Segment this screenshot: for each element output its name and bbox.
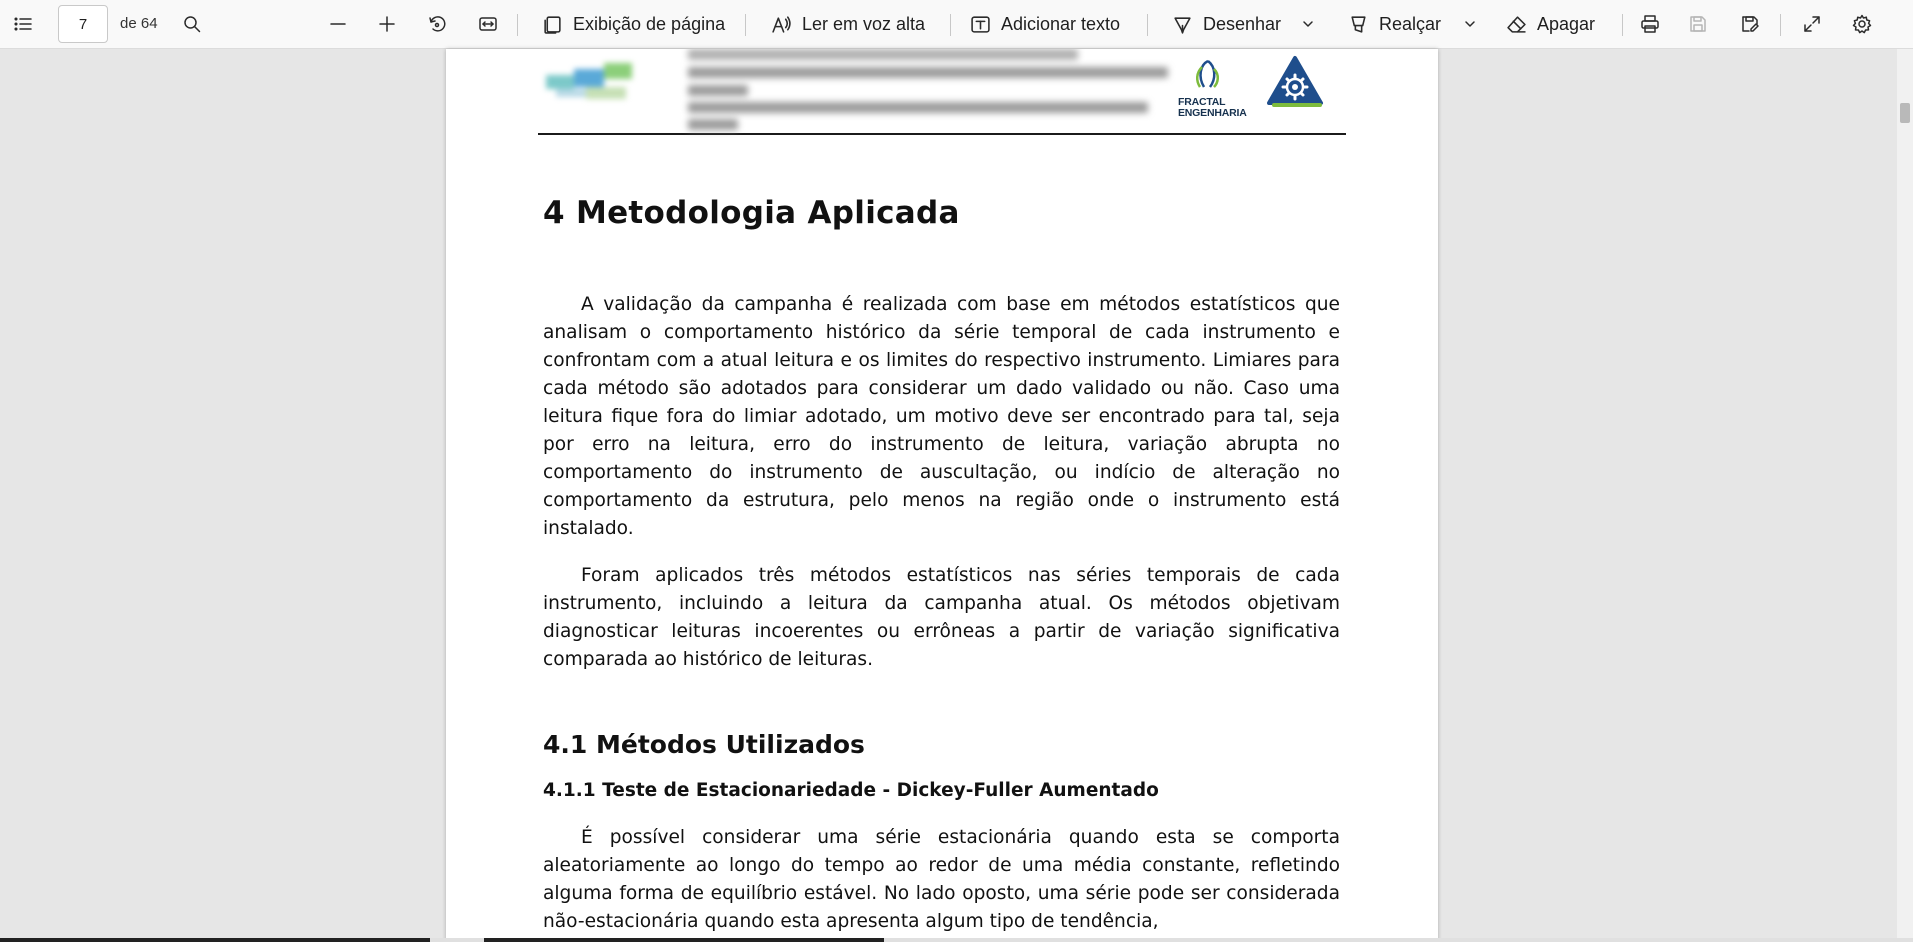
section-heading: 4 Metodologia Aplicada [543,195,960,231]
save-icon [1688,14,1708,34]
paragraph: A validação da campanha é realizada com base em métodos estatísticos que analisam o comportamento histórico da série temporal de cada instrumento e confrontam com a atual leitura e os limites do respectivo instrumento. Limiares para cada método são adotados para considerar um dado validado ou não. Caso uma leitura fique fora do limiar adotado, um motivo deve ser encontrado para tal, seja por erro na leitura, erro do instrumento de leitura, variação abrupta no comportamento do instrumento de auscultação, ou indício de alteração no comportamento da estrutura, pelo menos na região onde o instrumento está instalado. [543,294,1340,539]
toolbar-separator [950,14,951,36]
chevron-down-icon [1463,17,1477,31]
minus-icon [328,14,348,34]
logo-text-line2: ENGENHARIA [1178,107,1247,119]
highlighter-icon [1348,14,1369,35]
contents-button[interactable] [5,6,41,42]
add-text-button[interactable] [962,6,1128,42]
rotate-icon [427,14,447,34]
erase-label: Apagar [1537,13,1596,34]
logo-text-line1: FRACTAL [1178,96,1226,108]
fit-width-icon [478,14,498,34]
pdf-page [446,49,1438,942]
search-button[interactable] [174,6,210,42]
highlight-button[interactable] [1340,6,1449,42]
document-header [538,49,1346,135]
page-view-label: Exibição de página [573,13,726,34]
page-total-label: de 64 [120,15,158,32]
draw-button[interactable] [1164,6,1289,42]
pdf-toolbar [0,0,1913,49]
fit-width-button[interactable] [470,6,506,42]
plus-icon [377,14,397,34]
rotate-button[interactable] [419,6,455,42]
highlight-dropdown-button[interactable] [1456,6,1484,42]
draw-label: Desenhar [1203,13,1282,34]
client-logo-blurred [546,57,638,105]
gear-icon [1852,14,1872,34]
fractal-engenharia-logo [1178,57,1258,129]
fullscreen-button[interactable] [1794,6,1830,42]
fractal-logo-text [1178,97,1247,119]
add-text-label: Adicionar texto [1001,13,1121,34]
subsection-heading: 4.1 Métodos Utilizados [543,730,865,759]
paragraph: É possível considerar uma série estacionária quando esta se comporta aleatoriamente ao longo do tempo ao redor de uma média constante, refletindo alguma forma de equilíbrio estável. No lado oposto, uma série pode ser considerada não-estacionária quando esta apresenta algum tipo de tendência, [543,827,1340,932]
read-aloud-icon [771,14,792,35]
subsubsection-heading: 4.1.1 Teste de Estacionariedade - Dickey-Fuller Aumentado [543,780,1159,801]
pen-icon [1172,14,1193,35]
draw-dropdown-button[interactable] [1294,6,1322,42]
toolbar-separator [517,14,518,36]
triangle-gear-logo-icon [1266,55,1324,109]
toolbar-separator [1147,14,1148,36]
erase-button[interactable] [1498,6,1603,42]
bottom-edge-segment [0,938,430,942]
print-button[interactable] [1632,6,1668,42]
toolbar-separator [745,14,746,36]
zoom-in-button[interactable] [369,6,405,42]
vertical-scrollbar[interactable] [1897,49,1913,942]
zoom-out-button[interactable] [320,6,356,42]
printer-icon [1640,14,1660,34]
scrollbar-thumb[interactable] [1900,103,1910,123]
add-text-icon [970,14,991,35]
fractal-mark-icon [1188,57,1228,93]
page-view-button[interactable] [534,6,733,42]
save-button[interactable] [1680,6,1716,42]
bottom-edge-segment [484,938,884,942]
settings-button[interactable] [1844,6,1880,42]
eraser-icon [1506,14,1527,35]
expand-icon [1802,14,1822,34]
page-number-input[interactable] [58,5,108,43]
toolbar-separator [1622,14,1623,36]
chevron-down-icon [1301,17,1315,31]
page-view-icon [542,14,563,35]
highlight-label: Realçar [1379,13,1442,34]
list-icon [13,14,33,34]
bottom-edge [0,938,1913,942]
toolbar-separator [1780,14,1781,36]
save-as-icon [1740,14,1760,34]
read-aloud-button[interactable] [763,6,933,42]
paragraph: Foram aplicados três métodos estatísticos nas séries temporais de cada instrumento, incluindo a leitura da campanha atual. Os métodos objetivam diagnosticar leituras incoerentes ou errôneas a partir de variação significativa comparada ao histórico de leituras. [543,565,1340,670]
read-aloud-label: Ler em voz alta [802,13,926,34]
search-icon [182,14,202,34]
save-as-button[interactable] [1732,6,1768,42]
header-text-blurred [688,49,1178,129]
